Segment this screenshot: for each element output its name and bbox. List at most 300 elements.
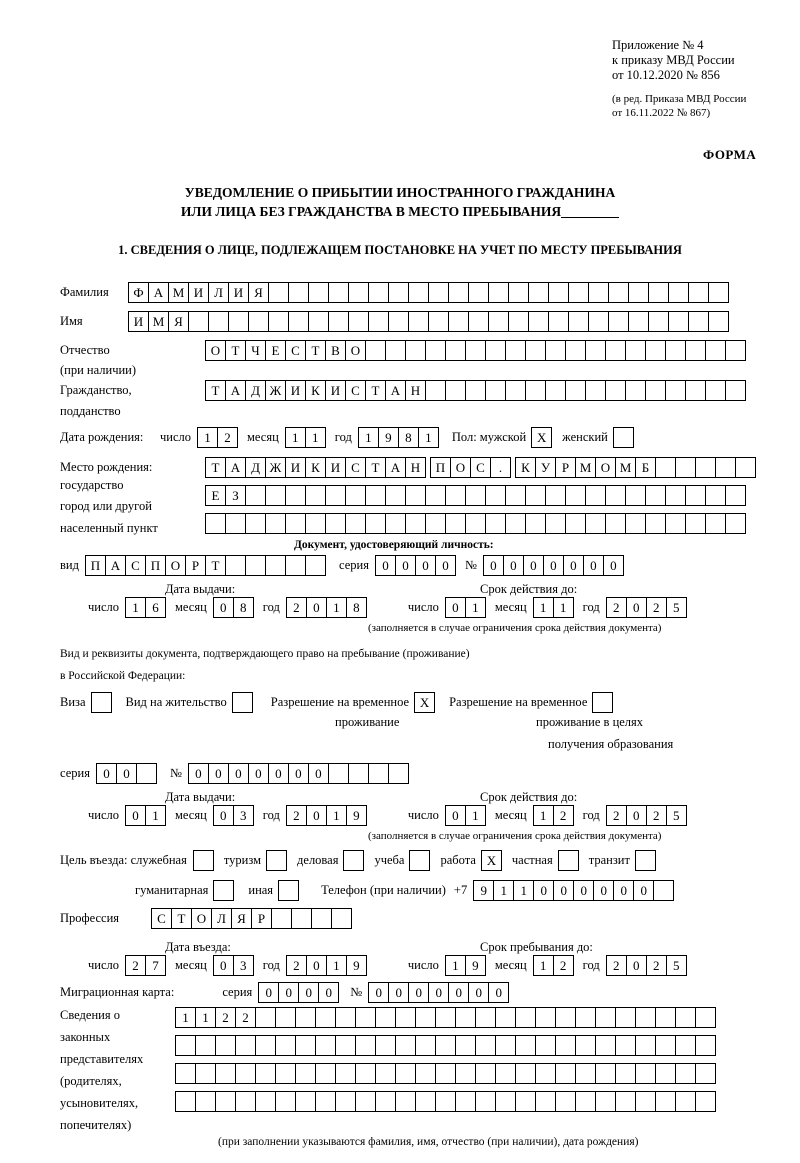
cell[interactable]: 0 (188, 763, 209, 784)
cell[interactable]: 6 (145, 597, 166, 618)
cell[interactable] (325, 513, 346, 534)
cell[interactable] (288, 282, 309, 303)
cell[interactable] (328, 282, 349, 303)
cell[interactable]: У (535, 457, 556, 478)
cell[interactable] (405, 340, 426, 361)
cell[interactable]: 2 (235, 1007, 256, 1028)
cell[interactable] (625, 513, 646, 534)
stay-year-input[interactable] (606, 955, 686, 976)
cell[interactable]: 1 (358, 427, 379, 448)
cell[interactable] (505, 513, 526, 534)
patronymic-input[interactable] (205, 340, 745, 361)
purpose-private-checkbox[interactable] (558, 850, 579, 871)
cell[interactable]: 1 (305, 427, 326, 448)
cell[interactable] (585, 380, 606, 401)
cell[interactable] (385, 485, 406, 506)
cell[interactable] (295, 1035, 316, 1056)
cell[interactable]: 0 (268, 763, 289, 784)
cell[interactable]: Д (245, 380, 266, 401)
cell[interactable] (428, 282, 449, 303)
cell[interactable] (528, 311, 549, 332)
cell[interactable]: 1 (326, 955, 347, 976)
cell[interactable] (288, 311, 309, 332)
cell[interactable]: 1 (285, 427, 306, 448)
cell[interactable]: А (385, 457, 406, 478)
cell[interactable] (291, 908, 312, 929)
cell[interactable] (665, 485, 686, 506)
cell[interactable]: 0 (388, 982, 409, 1003)
cell[interactable]: И (128, 311, 149, 332)
cell[interactable] (635, 1007, 656, 1028)
cell[interactable]: Т (365, 457, 386, 478)
cell[interactable] (575, 1091, 596, 1112)
cell[interactable] (485, 485, 506, 506)
cell[interactable] (195, 1035, 216, 1056)
cell[interactable] (735, 457, 756, 478)
cell[interactable]: 0 (603, 555, 624, 576)
cell[interactable]: 0 (368, 982, 389, 1003)
doc-issue-year-input[interactable] (286, 597, 366, 618)
cell[interactable] (285, 513, 306, 534)
cell[interactable] (685, 513, 706, 534)
cell[interactable] (328, 311, 349, 332)
doc-number-input[interactable] (483, 555, 623, 576)
cell[interactable] (535, 1063, 556, 1084)
cell[interactable]: Т (225, 340, 246, 361)
cell[interactable] (725, 513, 746, 534)
cell[interactable] (548, 311, 569, 332)
cell[interactable] (688, 311, 709, 332)
cell[interactable]: 1 (418, 427, 439, 448)
cell[interactable] (528, 282, 549, 303)
cell[interactable] (445, 340, 466, 361)
cell[interactable]: Р (555, 457, 576, 478)
cell[interactable]: Б (635, 457, 656, 478)
cell[interactable] (535, 1007, 556, 1028)
cell[interactable]: 0 (318, 982, 339, 1003)
cell[interactable] (368, 311, 389, 332)
purpose-tourism-checkbox[interactable] (266, 850, 287, 871)
cell[interactable] (368, 763, 389, 784)
cell[interactable] (188, 311, 209, 332)
cell[interactable]: С (470, 457, 491, 478)
cell[interactable]: 9 (378, 427, 399, 448)
cell[interactable]: А (225, 457, 246, 478)
cell[interactable] (435, 1063, 456, 1084)
cell[interactable] (428, 311, 449, 332)
cell[interactable]: О (595, 457, 616, 478)
cell[interactable] (465, 513, 486, 534)
cell[interactable]: . (490, 457, 511, 478)
cell[interactable]: Ж (265, 380, 286, 401)
cell[interactable]: Т (205, 555, 226, 576)
permit-issue-month-input[interactable] (213, 805, 253, 826)
cell[interactable] (505, 485, 526, 506)
cell[interactable]: 0 (298, 982, 319, 1003)
cell[interactable]: И (285, 380, 306, 401)
cell[interactable] (455, 1035, 476, 1056)
cell[interactable]: Н (405, 380, 426, 401)
cell[interactable]: 0 (213, 955, 234, 976)
permit-valid-month-input[interactable] (533, 805, 573, 826)
cell[interactable] (408, 311, 429, 332)
cell[interactable] (585, 485, 606, 506)
cell[interactable]: 0 (503, 555, 524, 576)
cell[interactable] (308, 311, 329, 332)
legal-rep-input-1[interactable] (175, 1007, 715, 1028)
surname-input[interactable] (128, 282, 728, 303)
cell[interactable] (665, 340, 686, 361)
cell[interactable]: 0 (248, 763, 269, 784)
cell[interactable] (268, 282, 289, 303)
cell[interactable]: 9 (346, 955, 367, 976)
cell[interactable] (355, 1035, 376, 1056)
temp-residence-checkbox[interactable]: X (414, 692, 435, 713)
cell[interactable] (545, 513, 566, 534)
cell[interactable] (705, 485, 726, 506)
cell[interactable] (675, 1007, 696, 1028)
cell[interactable]: 0 (448, 982, 469, 1003)
cell[interactable] (488, 282, 509, 303)
cell[interactable]: 0 (483, 555, 504, 576)
doc-issue-day-input[interactable] (125, 597, 165, 618)
cell[interactable] (508, 282, 529, 303)
cell[interactable] (685, 485, 706, 506)
entry-day-input[interactable] (125, 955, 165, 976)
cell[interactable]: 0 (306, 597, 327, 618)
cell[interactable]: 0 (208, 763, 229, 784)
cell[interactable] (331, 908, 352, 929)
cell[interactable]: Т (205, 380, 226, 401)
cell[interactable] (335, 1091, 356, 1112)
cell[interactable] (655, 1035, 676, 1056)
cell[interactable]: 2 (646, 955, 667, 976)
doc-kind-input[interactable] (85, 555, 325, 576)
purpose-study-checkbox[interactable] (409, 850, 430, 871)
cell[interactable] (645, 485, 666, 506)
cell[interactable]: 0 (288, 763, 309, 784)
cell[interactable] (685, 340, 706, 361)
cell[interactable] (295, 1007, 316, 1028)
cell[interactable] (355, 1091, 376, 1112)
cell[interactable]: 2 (286, 597, 307, 618)
birth-month-input[interactable] (285, 427, 325, 448)
cell[interactable]: Т (305, 340, 326, 361)
cell[interactable]: Т (171, 908, 192, 929)
cell[interactable]: Я (168, 311, 189, 332)
cell[interactable] (515, 1007, 536, 1028)
cell[interactable] (525, 340, 546, 361)
cell[interactable] (445, 485, 466, 506)
cell[interactable] (355, 1007, 376, 1028)
cell[interactable] (248, 311, 269, 332)
cell[interactable] (628, 282, 649, 303)
cell[interactable]: 0 (626, 955, 647, 976)
permit-valid-day-input[interactable] (445, 805, 485, 826)
cell[interactable] (305, 513, 326, 534)
cell[interactable] (405, 485, 426, 506)
cell[interactable] (445, 380, 466, 401)
cell[interactable] (585, 513, 606, 534)
cell[interactable]: Н (405, 457, 426, 478)
cell[interactable] (465, 485, 486, 506)
cell[interactable]: 0 (395, 555, 416, 576)
cell[interactable] (305, 555, 326, 576)
cell[interactable]: И (188, 282, 209, 303)
cell[interactable]: С (345, 457, 366, 478)
cell[interactable]: 0 (533, 880, 554, 901)
purpose-service-checkbox[interactable] (193, 850, 214, 871)
birthplace-input-1[interactable] (205, 457, 755, 478)
cell[interactable]: 2 (606, 597, 627, 618)
cell[interactable]: 2 (606, 805, 627, 826)
cell[interactable]: Ф (128, 282, 149, 303)
cell[interactable] (175, 1063, 196, 1084)
cell[interactable] (435, 1091, 456, 1112)
cell[interactable] (615, 1063, 636, 1084)
cell[interactable] (675, 1091, 696, 1112)
cell[interactable] (545, 340, 566, 361)
cell[interactable] (555, 1091, 576, 1112)
cell[interactable] (535, 1091, 556, 1112)
edu-residence-checkbox[interactable] (592, 692, 613, 713)
cell[interactable]: 2 (215, 1007, 236, 1028)
cell[interactable]: 0 (213, 805, 234, 826)
cell[interactable]: К (305, 380, 326, 401)
cell[interactable] (565, 485, 586, 506)
purpose-work-checkbox[interactable]: X (481, 850, 502, 871)
cell[interactable]: 0 (553, 880, 574, 901)
cell[interactable] (415, 1063, 436, 1084)
cell[interactable] (628, 311, 649, 332)
cell[interactable] (568, 311, 589, 332)
cell[interactable]: 3 (233, 955, 254, 976)
cell[interactable]: 9 (465, 955, 486, 976)
cell[interactable]: 1 (145, 805, 166, 826)
cell[interactable] (365, 340, 386, 361)
cell[interactable] (468, 311, 489, 332)
cell[interactable] (345, 513, 366, 534)
cell[interactable] (615, 1007, 636, 1028)
cell[interactable] (645, 380, 666, 401)
cell[interactable]: К (515, 457, 536, 478)
cell[interactable] (348, 311, 369, 332)
cell[interactable]: 1 (326, 805, 347, 826)
cell[interactable]: 0 (408, 982, 429, 1003)
cell[interactable] (595, 1091, 616, 1112)
cell[interactable] (608, 311, 629, 332)
purpose-other-checkbox[interactable] (278, 880, 299, 901)
cell[interactable] (215, 1035, 236, 1056)
cell[interactable]: 0 (583, 555, 604, 576)
cell[interactable] (715, 457, 736, 478)
residence-checkbox[interactable] (232, 692, 253, 713)
cell[interactable]: 0 (415, 555, 436, 576)
cell[interactable] (655, 1007, 676, 1028)
cell[interactable] (485, 380, 506, 401)
cell[interactable] (348, 282, 369, 303)
cell[interactable] (565, 340, 586, 361)
cell[interactable]: 2 (125, 955, 146, 976)
cell[interactable] (565, 513, 586, 534)
cell[interactable] (275, 1091, 296, 1112)
cell[interactable] (575, 1007, 596, 1028)
cell[interactable] (675, 457, 696, 478)
cell[interactable] (235, 1035, 256, 1056)
cell[interactable]: Я (248, 282, 269, 303)
cell[interactable] (605, 380, 626, 401)
cell[interactable]: Я (231, 908, 252, 929)
cell[interactable] (535, 1035, 556, 1056)
cell[interactable] (695, 457, 716, 478)
cell[interactable] (705, 380, 726, 401)
cell[interactable]: 0 (593, 880, 614, 901)
cell[interactable] (375, 1063, 396, 1084)
cell[interactable] (245, 485, 266, 506)
cell[interactable]: 0 (563, 555, 584, 576)
cell[interactable]: Ч (245, 340, 266, 361)
cell[interactable] (475, 1063, 496, 1084)
cell[interactable]: 0 (375, 555, 396, 576)
cell[interactable] (395, 1007, 416, 1028)
cell[interactable]: 1 (175, 1007, 196, 1028)
birthplace-input-3[interactable] (205, 513, 745, 534)
cell[interactable] (415, 1007, 436, 1028)
cell[interactable] (375, 1035, 396, 1056)
cell[interactable] (465, 340, 486, 361)
cell[interactable]: С (345, 380, 366, 401)
cell[interactable] (495, 1007, 516, 1028)
cell[interactable] (515, 1091, 536, 1112)
cell[interactable] (385, 340, 406, 361)
cell[interactable] (225, 555, 246, 576)
cell[interactable] (515, 1035, 536, 1056)
permit-issue-year-input[interactable] (286, 805, 366, 826)
cell[interactable] (405, 513, 426, 534)
cell[interactable] (575, 1063, 596, 1084)
cell[interactable] (271, 908, 292, 929)
cell[interactable]: 0 (306, 955, 327, 976)
cell[interactable] (505, 380, 526, 401)
cell[interactable]: 3 (233, 805, 254, 826)
cell[interactable] (475, 1035, 496, 1056)
cell[interactable] (655, 1063, 676, 1084)
cell[interactable]: 0 (626, 805, 647, 826)
cell[interactable]: М (148, 311, 169, 332)
cell[interactable] (635, 1035, 656, 1056)
purpose-humanitarian-checkbox[interactable] (213, 880, 234, 901)
legal-rep-input-3[interactable] (175, 1063, 715, 1084)
cell[interactable]: 0 (213, 597, 234, 618)
cell[interactable] (565, 380, 586, 401)
cell[interactable] (295, 1091, 316, 1112)
cell[interactable]: 1 (125, 597, 146, 618)
mig-number-input[interactable] (368, 982, 508, 1003)
cell[interactable]: 0 (428, 982, 449, 1003)
cell[interactable] (275, 1035, 296, 1056)
cell[interactable] (415, 1091, 436, 1112)
cell[interactable]: З (225, 485, 246, 506)
cell[interactable] (375, 1091, 396, 1112)
cell[interactable]: 1 (533, 805, 554, 826)
cell[interactable] (725, 380, 746, 401)
cell[interactable] (475, 1091, 496, 1112)
cell[interactable]: С (151, 908, 172, 929)
cell[interactable]: М (168, 282, 189, 303)
cell[interactable] (708, 282, 729, 303)
cell[interactable] (385, 513, 406, 534)
cell[interactable]: 1 (445, 955, 466, 976)
cell[interactable]: 1 (493, 880, 514, 901)
birthplace-input-2[interactable] (205, 485, 745, 506)
cell[interactable] (675, 1035, 696, 1056)
cell[interactable] (375, 1007, 396, 1028)
cell[interactable]: 8 (233, 597, 254, 618)
cell[interactable] (495, 1035, 516, 1056)
cell[interactable]: А (225, 380, 246, 401)
cell[interactable]: 5 (666, 805, 687, 826)
profession-input[interactable] (151, 908, 351, 929)
cell[interactable] (268, 311, 289, 332)
cell[interactable]: 0 (96, 763, 117, 784)
cell[interactable] (653, 880, 674, 901)
cell[interactable]: 2 (217, 427, 238, 448)
cell[interactable] (136, 763, 157, 784)
cell[interactable] (608, 282, 629, 303)
cell[interactable] (395, 1063, 416, 1084)
cell[interactable] (545, 485, 566, 506)
cell[interactable] (315, 1035, 336, 1056)
cell[interactable]: Р (251, 908, 272, 929)
cell[interactable] (655, 457, 676, 478)
cell[interactable] (285, 555, 306, 576)
cell[interactable]: 2 (286, 955, 307, 976)
cell[interactable] (685, 380, 706, 401)
cell[interactable] (668, 282, 689, 303)
cell[interactable] (545, 380, 566, 401)
cell[interactable] (695, 1007, 716, 1028)
cell[interactable] (525, 380, 546, 401)
cell[interactable] (245, 513, 266, 534)
stay-day-input[interactable] (445, 955, 485, 976)
cell[interactable]: 0 (523, 555, 544, 576)
cell[interactable] (645, 340, 666, 361)
cell[interactable] (455, 1091, 476, 1112)
permit-valid-year-input[interactable] (606, 805, 686, 826)
cell[interactable]: 1 (197, 427, 218, 448)
cell[interactable]: 1 (465, 805, 486, 826)
cell[interactable]: 8 (346, 597, 367, 618)
cell[interactable] (605, 513, 626, 534)
cell[interactable] (175, 1035, 196, 1056)
cell[interactable] (255, 1007, 276, 1028)
cell[interactable]: 0 (258, 982, 279, 1003)
cell[interactable]: О (345, 340, 366, 361)
cell[interactable] (415, 1035, 436, 1056)
cell[interactable] (725, 340, 746, 361)
cell[interactable] (215, 1063, 236, 1084)
cell[interactable] (395, 1035, 416, 1056)
cell[interactable] (435, 1035, 456, 1056)
cell[interactable] (348, 763, 369, 784)
cell[interactable]: И (285, 457, 306, 478)
cell[interactable]: Т (365, 380, 386, 401)
cell[interactable] (625, 340, 646, 361)
cell[interactable]: И (325, 380, 346, 401)
cell[interactable] (568, 282, 589, 303)
cell[interactable] (688, 282, 709, 303)
cell[interactable] (335, 1063, 356, 1084)
